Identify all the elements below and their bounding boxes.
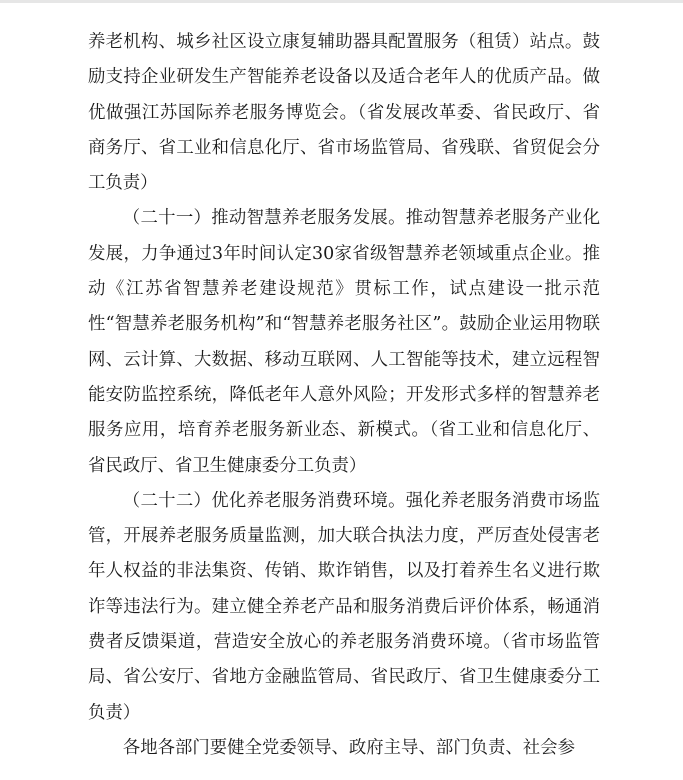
paragraph-section-22: （二十二）优化养老服务消费环境。强化养老服务消费市场监管，开展养老服务质量监测，加大联合执法力度，严厉查处侵害老年人权益的非法集资、传销、欺诈销售，以及打着养生名义进行欺诈等违法行为。建立健全养老产品和服务消费后评价体系，畅通消费者反馈渠道，营造安全放心的养老服务消费环境。（省市场监管局、省公安厅、省地方金融监管局、省民政厅、省卫生健康委分工负责）: [88, 490, 600, 723]
top-divider: [0, 0, 683, 3]
paragraph-section-21: （二十一）推动智慧养老服务发展。推动智慧养老服务产业化发展，力争通过3年时间认定30家省级智慧养老领域重点企业。推动《江苏省智慧养老建设规范》贯标工作，试点建设一批示范性“智慧养老服务机构”和“智慧养老服务社区”。鼓励企业运用物联网、云计算、大数据、移动互联网、人工智能等技术，建立远程智能安防监控系统，降低老年人意外风险；开发形式多样的智慧养老服务应用，培育养老服务新业态、新模式。（省工业和信息化厅、省民政厅、省卫生健康委分工负责）: [88, 208, 600, 476]
document-body: [88, 25, 600, 766]
paragraph-closing: 各地各部门要健全党委领导、政府主导、部门负责、社会参: [122, 737, 575, 758]
paragraph-continued: 养老机构、城乡社区设立康复辅助器具配置服务（租赁）站点。鼓励支持企业研发生产智能养老设备以及适合老年人的优质产品。做优做强江苏国际养老服务博览会。（省发展改革委、省民政厅、省商务厅、省工业和信息化厅、省市场监管局、省残联、省贸促会分工负责）: [88, 32, 600, 194]
